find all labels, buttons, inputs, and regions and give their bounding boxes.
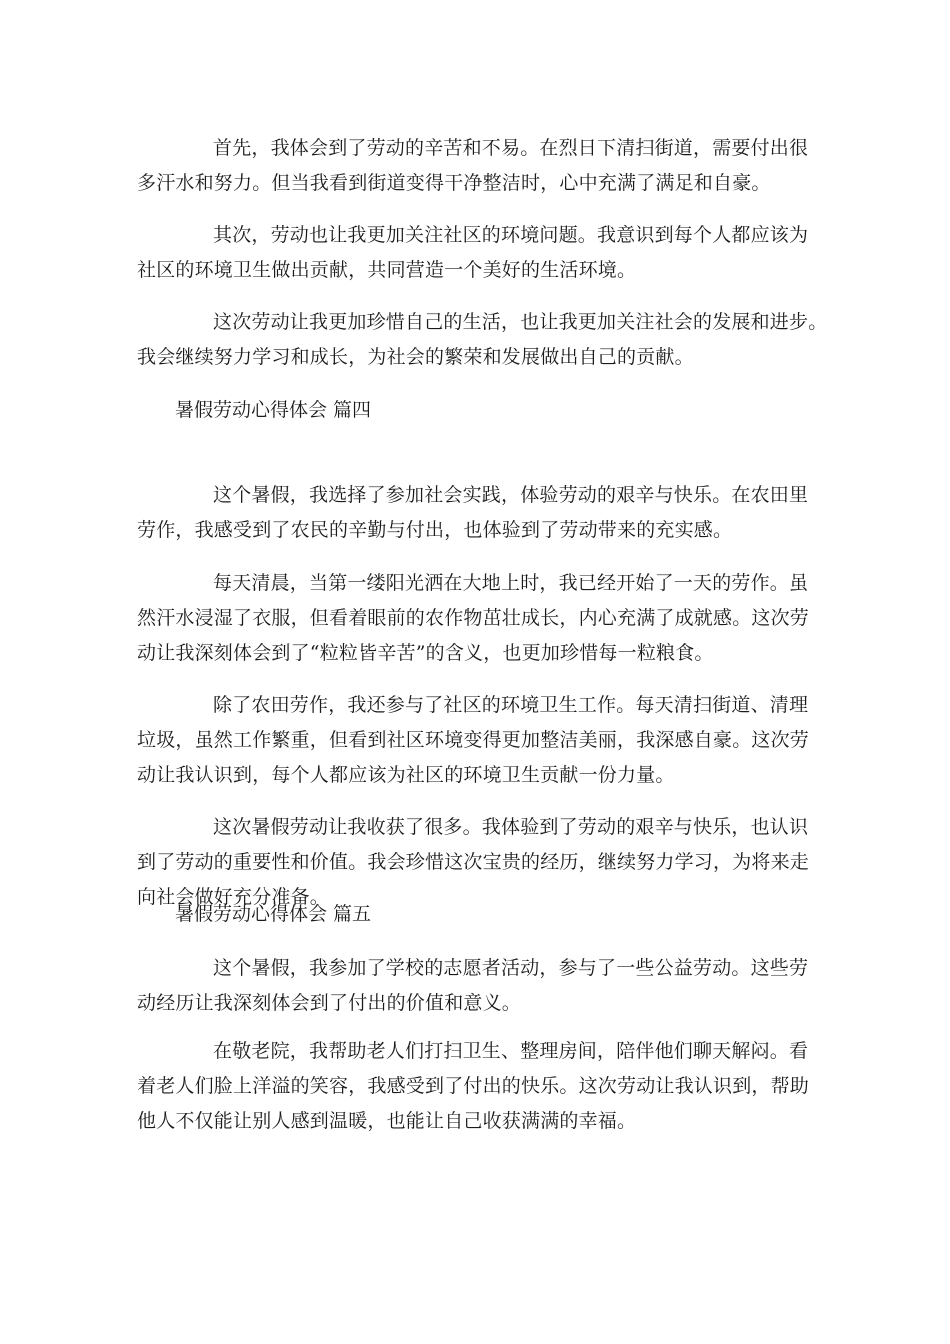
paragraph — [137, 688, 817, 793]
paragraph-line: 多汗水和努力。但当我看到街道变得干净整洁时，心中充满了满足和自豪。 — [137, 172, 771, 194]
paragraph-line: 社区的环境卫生做出贡献，共同营造一个美好的生活环境。 — [137, 259, 637, 281]
paragraph-line: 除了农田劳作，我还参与了社区的环境卫生工作。每天清扫街道、清理 — [213, 694, 809, 716]
paragraph-line: 这次暑假劳动让我收获了很多。我体验到了劳动的艰辛与快乐，也认识 — [213, 816, 809, 838]
paragraph — [137, 566, 817, 671]
paragraph-line: 劳作，我感受到了农民的辛勤与付出，也体验到了劳动带来的充实感。 — [137, 519, 733, 541]
paragraph — [137, 218, 817, 288]
paragraph-line: 在敬老院，我帮助老人们打扫卫生、整理房间，陪伴他们聊天解闷。看 — [213, 1040, 809, 1062]
section-heading: 暑假劳动心得体会 篇四 — [175, 399, 372, 421]
paragraph-line: 着老人们脸上洋溢的笑容，我感受到了付出的快乐。这次劳动让我认识到，帮助 — [137, 1075, 810, 1097]
section-heading: 暑假劳动心得体会 篇五 — [175, 903, 372, 925]
paragraph — [137, 478, 817, 548]
paragraph-line: 向社会做好充分准备。 — [137, 886, 330, 908]
paragraph-line: 动让我深刻体会到了“粒粒皆辛苦”的含义，也更加珍惜每一粒粮食。 — [137, 642, 714, 664]
paragraph-line: 动经历让我深刻体会到了付出的价值和意义。 — [137, 992, 522, 1014]
paragraph — [137, 951, 817, 1021]
paragraph — [137, 305, 828, 375]
paragraph-line: 动让我认识到，每个人都应该为社区的环境卫生贡献一份力量。 — [137, 764, 675, 786]
paragraph-line: 到了劳动的重要性和价值。我会珍惜这次宝贵的经历，继续努力学习，为将来走 — [137, 851, 810, 873]
paragraph-line: 这次劳动让我更加珍惜自己的生活，也让我更加关注社会的发展和进步。 — [213, 311, 828, 333]
paragraph-line: 然汗水浸湿了衣服，但看着眼前的农作物茁壮成长，内心充满了成就感。这次劳 — [137, 607, 810, 629]
paragraph-line: 这个暑假，我参加了学校的志愿者活动，参与了一些公益劳动。这些劳 — [213, 957, 809, 979]
paragraph-line: 每天清晨，当第一缕阳光洒在大地上时，我已经开始了一天的劳作。虽 — [213, 572, 809, 594]
paragraph-line: 我会继续努力学习和成长，为社会的繁荣和发展做出自己的贡献。 — [137, 346, 694, 368]
paragraph-line: 这个暑假，我选择了参加社会实践，体验劳动的艰辛与快乐。在农田里 — [213, 484, 809, 506]
paragraph-line: 首先，我体会到了劳动的辛苦和不易。在烈日下清扫街道，需要付出很 — [213, 137, 809, 159]
paragraph — [137, 131, 817, 201]
paragraph-line: 垃圾，虽然工作繁重，但看到社区环境变得更加整洁美丽，我深感自豪。这次劳 — [137, 729, 810, 751]
paragraph — [137, 1034, 817, 1139]
paragraph-line: 他人不仅能让别人感到温暖，也能让自己收获满满的幸福。 — [137, 1110, 637, 1132]
paragraph-line: 其次，劳动也让我更加关注社区的环境问题。我意识到每个人都应该为 — [213, 224, 809, 246]
